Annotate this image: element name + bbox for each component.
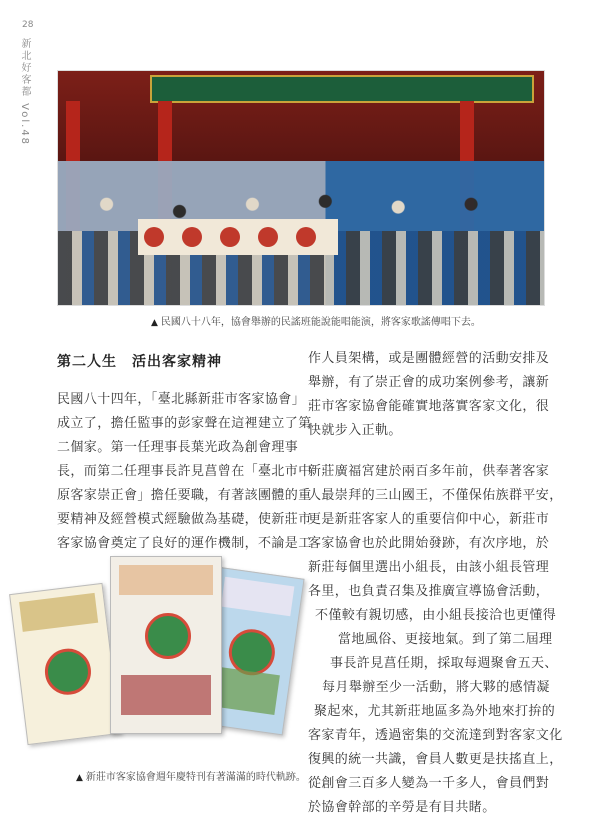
- text-line: 更是新莊客家人的重要信仰中心，新莊市: [308, 512, 550, 527]
- text-line: 當地風俗、更接地氣。到了第二屆理: [338, 632, 553, 647]
- text-line: 莊市客家協會能確實地落實客家文化，很: [308, 399, 550, 414]
- photo-caption: ▲ 民國八十八年，協會舉辦的民謠班能說能唱能演，將客家歌謠傳唱下去。: [151, 317, 481, 328]
- text-line: 民國八十四年，「臺北縣新莊市客家協會」: [57, 392, 306, 407]
- text-line: 不僅較有親切感，由小組長接洽也更懂得: [315, 608, 557, 623]
- anniversary-books-photo: [18, 548, 280, 756]
- text-line: 舉辦，有了崇正會的成功案例參考，讓新: [308, 375, 550, 390]
- magazine-title: 新北好客都 Vol.48: [19, 38, 30, 147]
- text-line: 新莊每個里選出小組長，由該小組長管理: [308, 560, 550, 575]
- text-line: 二個家。第一任理事長葉光政為創會理事: [57, 440, 299, 455]
- text-line: 人最崇拜的三山國王，不僅保佑族群平安，: [308, 488, 563, 503]
- text-line: 要精神及經營模式經驗做為基礎，使新莊市: [57, 512, 312, 527]
- text-line: 從創會三百多人變為一千多人，會員們對: [308, 776, 550, 791]
- text-line: 成立了，擔任監事的彭家聲在這裡建立了第: [57, 416, 312, 431]
- text-line: 客家青年，透過密集的交流達到對客家文化: [308, 728, 563, 743]
- text-line: 長，而第二任理事長許見菖曾在「臺北市中: [57, 464, 312, 479]
- text-line: 快就步入正軌。: [308, 423, 402, 438]
- text-line: 每月舉辦至少一活動，將大夥的感情凝: [322, 680, 550, 695]
- book-cover: [9, 583, 121, 745]
- text-line: 作人員架構，或是團體經營的活動安排及: [308, 351, 550, 366]
- text-line: 聚起來，尤其新莊地區多為外地來打拚的: [314, 704, 556, 719]
- triangle-marker-icon: ▲: [76, 773, 83, 783]
- text-line: 復興的統一共識，會員人數更是扶搖直上，: [308, 752, 563, 767]
- book-cover: [110, 556, 222, 734]
- text-line: 各里，也負責召集及推廣宣導協會活動，: [308, 584, 550, 599]
- group-photo: [57, 70, 545, 306]
- section-heading: 第二人生 活出客家精神: [57, 354, 222, 370]
- text-line: 新莊廣福宮建於兩百多年前，供奉著客家: [308, 464, 550, 479]
- page-number: 28: [22, 20, 34, 30]
- text-line: 事長許見菖任期，採取每週聚會五天、: [330, 656, 558, 671]
- triangle-marker-icon: ▲: [151, 318, 158, 328]
- text-line: 原客家崇正會」擔任要職，有著該團體的重: [57, 488, 312, 503]
- books-caption: ▲ 新莊市客家協會週年慶特刊有著滿滿的時代軌跡。: [76, 772, 306, 783]
- text-line: 客家協會也於此開始發跡，有次序地，於: [308, 536, 550, 551]
- text-line: 客家協會奠定了良好的運作機制，不論是工: [57, 536, 312, 551]
- text-line: 於協會幹部的辛勞是有目共睹。: [308, 800, 496, 815]
